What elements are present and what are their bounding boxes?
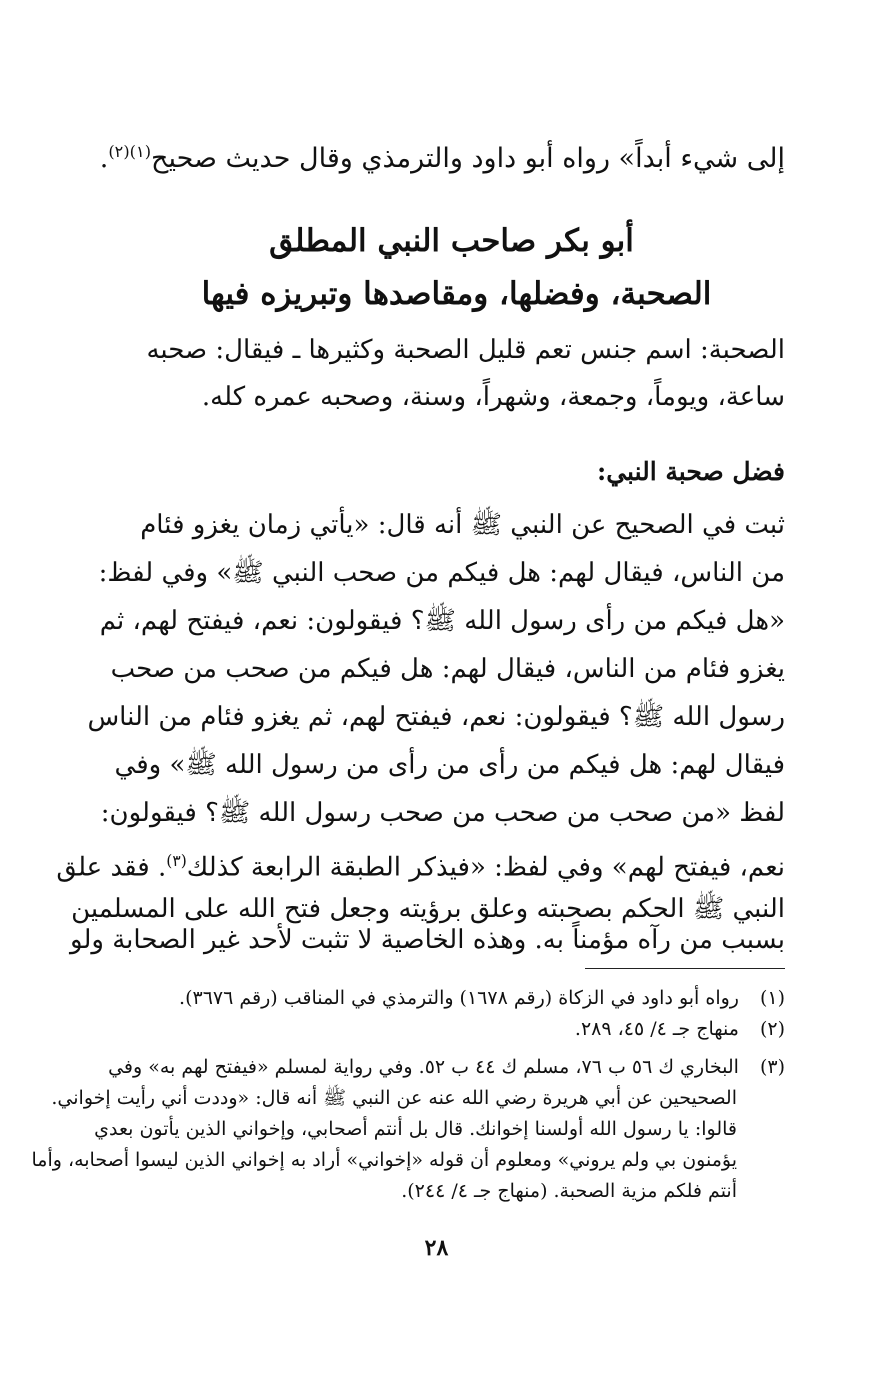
footnote-separator xyxy=(585,968,785,969)
intro-end: . xyxy=(99,143,109,174)
footnote-text: رواه أبو داود في الزكاة (رقم ١٦٧٨) والترمذي في المناقب (رقم ٣٦٧٦). xyxy=(179,987,739,1009)
footnote-continuation: أنتم فلكم مزية الصحبة. (منهاج جـ ٤/ ٢٤٤). xyxy=(401,1180,737,1202)
body-line: يغزو فئام من الناس، فيقال لهم: هل فيكم من صحب من صحب xyxy=(110,654,785,684)
footnote-number: (١) xyxy=(759,987,785,1009)
chapter-title-line-1: أبو بكر صاحب النبي المطلق xyxy=(269,223,634,259)
footnote-ref-1-2: (١)(٢) xyxy=(108,142,152,161)
footnote xyxy=(85,1052,785,1082)
footnote-text: البخاري ك ٥٦ ب ٧٦، مسلم ك ٤٤ ب ٥٢. وفي رواية لمسلم «فيفتح لهم به» وفي xyxy=(108,1056,739,1078)
footnote-continuation: الصحيحين عن أبي هريرة رضي الله عنه عن النبي ﷺ أنه قال: «وددت أني رأيت إخواني. xyxy=(51,1087,737,1109)
footnote-number: (٢) xyxy=(759,1018,785,1040)
footnote-text: منهاج جـ ٤/ ٤٥، ٢٨٩. xyxy=(574,1018,739,1040)
body-line: بسبب من رآه مؤمناً به. وهذه الخاصية لا تثبت لأحد غير الصحابة ولو xyxy=(70,925,785,955)
footnote xyxy=(85,983,785,1013)
body-line: رسول الله ﷺ؟ فيقولون: نعم، فيفتح لهم، ثم يغزو فئام من الناس xyxy=(87,702,785,732)
body-line-text: نعم، فيفتح لهم» وفي لفظ: «فيذكر الطبقة الرابعة كذلك xyxy=(186,852,785,883)
intro-line xyxy=(85,130,785,181)
footnote-continuation: قالوا: يا رسول الله أولسنا إخوانك. قال بل أنتم أصحابي، وإخواني الذين يأتون بعدي xyxy=(94,1118,737,1140)
definition-line: الصحبة: اسم جنس تعم قليل الصحبة وكثيرها ـ فيقال: صحبه xyxy=(146,335,785,365)
footnote xyxy=(85,1014,785,1044)
definition-line: ساعة، ويوماً، وجمعة، وشهراً، وسنة، وصحبه عمره كله. xyxy=(201,382,785,412)
body-line-text-end: . فقد علق xyxy=(56,852,167,883)
body-line: ثبت في الصحيح عن النبي ﷺ أنه قال: «يأتي زمان يغزو فئام xyxy=(140,510,785,540)
section-subheading: فضل صحبة النبي: xyxy=(596,457,785,486)
body-line: النبي ﷺ الحكم بصحبته وعلق برؤيته وجعل فتح الله على المسلمين xyxy=(71,894,785,924)
footnote-continuation: يؤمنون بي ولم يروني» ومعلوم أن قوله «إخواني» أراد به إخواني الذين ليسوا أصحابه، وأما xyxy=(31,1149,737,1171)
body-line: من الناس، فيقال لهم: هل فيكم من صحب النبي ﷺ» وفي لفظ: xyxy=(98,558,785,588)
page-number: ٢٨ xyxy=(424,1235,449,1261)
body-line: «هل فيكم من رأى رسول الله ﷺ؟ فيقولون: نعم، فيفتح لهم، ثم xyxy=(99,606,785,636)
footnote-number: (٣) xyxy=(759,1056,785,1078)
body-line: لفظ «من صحب من صحب من صحب رسول الله ﷺ؟ فيقولون: xyxy=(100,798,785,828)
body-line: فيقال لهم: هل فيكم من رأى من رأى من رسول الله ﷺ» وفي xyxy=(114,750,785,780)
footnote-ref-3: (٣) xyxy=(166,852,187,870)
intro-text: إلى شيء أبداً» رواه أبو داود والترمذي وقال حديث صحيح xyxy=(151,143,785,174)
chapter-title-line-2: الصحبة، وفضلها، ومقاصدها وتبريزه فيها xyxy=(201,276,712,312)
